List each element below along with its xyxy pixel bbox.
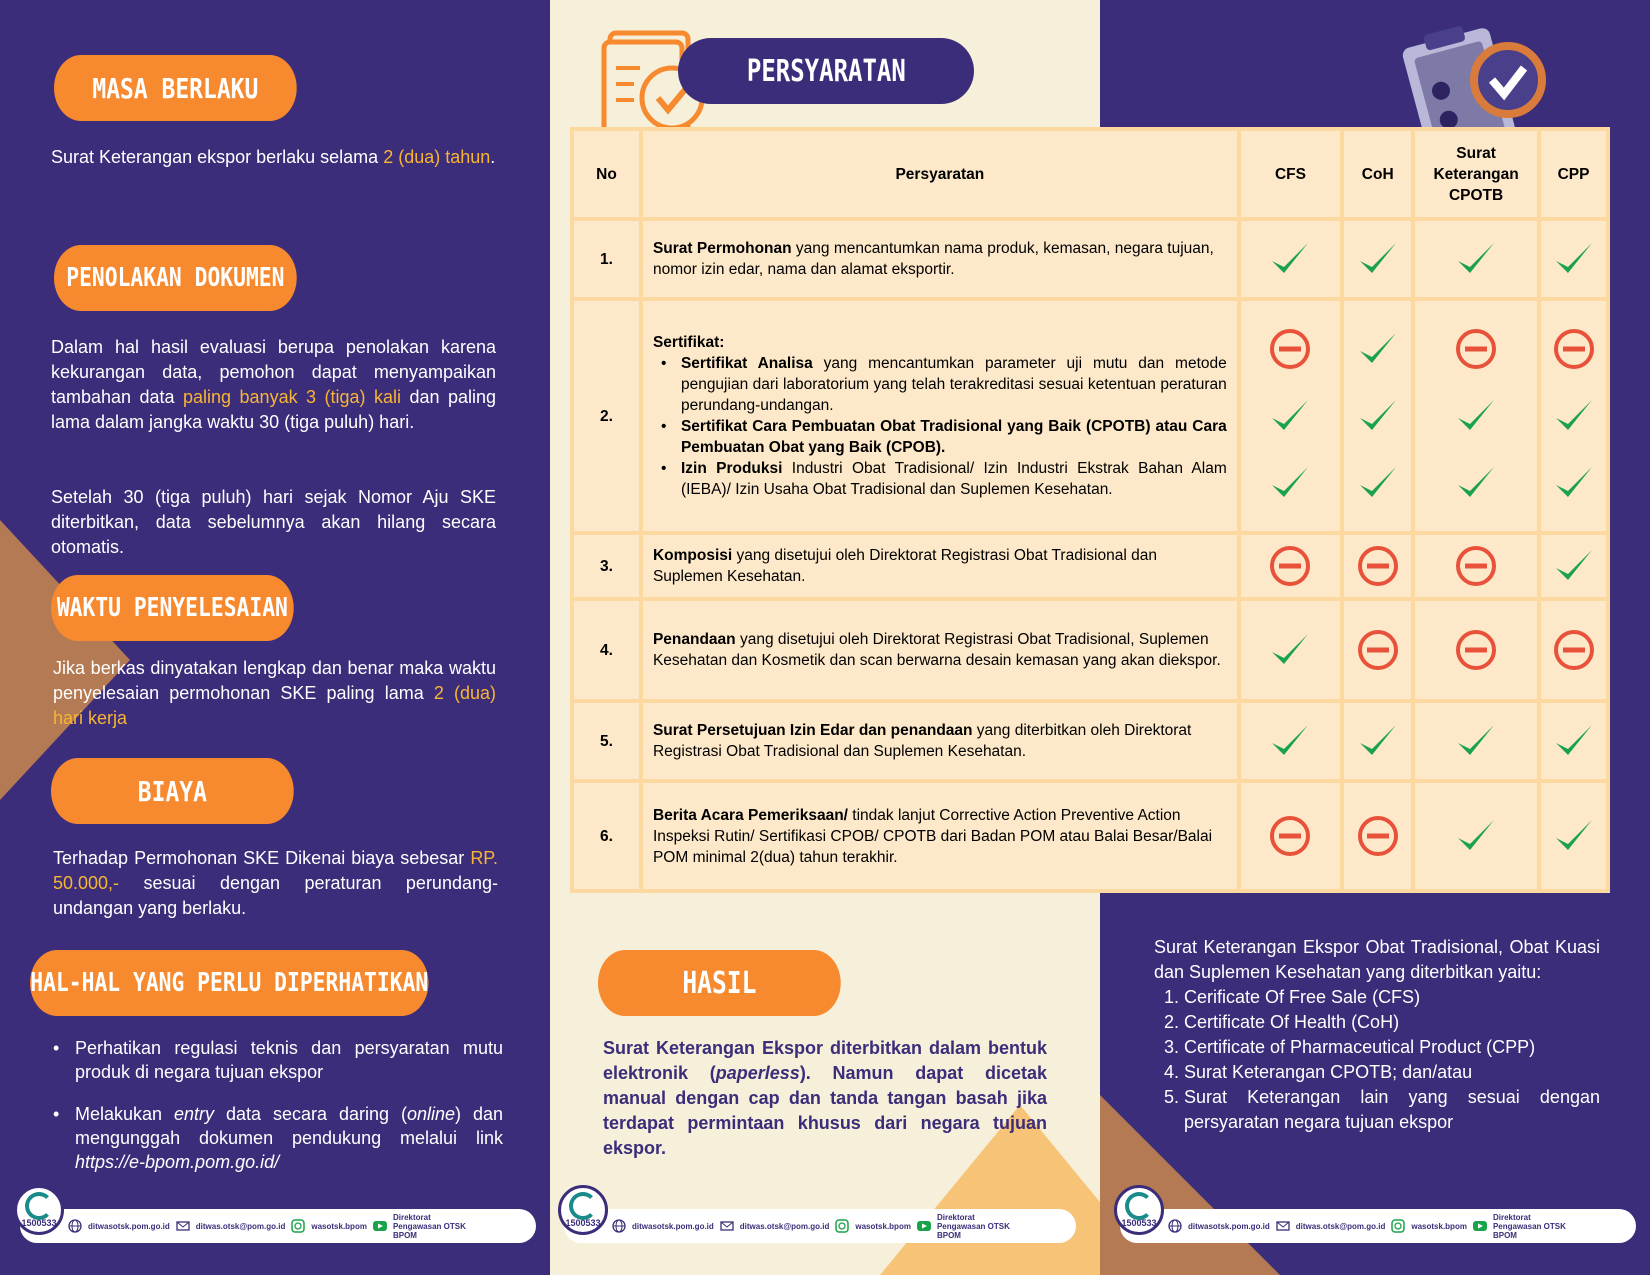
- clipboard-check-icon: [1390, 18, 1550, 138]
- check-icon: [1454, 237, 1498, 281]
- hasil-text: Surat Keterangan Ekspor diterbitkan dalam bentuk elektronik (paperless). Namun dapat dicetak manual dengan cap dan tanda tangan basah jika terdapat permintaan khusus dari negara tujuan ekspor.: [603, 1038, 1047, 1158]
- no-entry-icon: [1552, 327, 1596, 371]
- table-row: [574, 301, 1606, 531]
- email-link[interactable]: ditwas.otsk@pom.go.id: [1295, 1221, 1386, 1231]
- no-entry-icon: [1454, 628, 1498, 672]
- table-row: [574, 221, 1606, 297]
- email-link[interactable]: ditwas.otsk@pom.go.id: [739, 1221, 830, 1231]
- check-icon: [1552, 394, 1596, 438]
- check-icon: [1268, 628, 1312, 672]
- globe-icon: [68, 1219, 82, 1233]
- instagram-icon: [835, 1219, 849, 1233]
- waktu-text: Jika berkas dinyatakan lengkap dan benar maka waktu penyelesaian permohonan SKE paling lama 2 (dua) hari kerja: [53, 658, 496, 728]
- youtube-link[interactable]: Direktorat Pengawasan OTSK BPOM: [936, 1212, 1010, 1240]
- requirements-table: [570, 127, 1610, 893]
- hal-item-1: • Perhatikan regulasi teknis dan persyaratan mutu produk di negara tujuan ekspor: [51, 1036, 503, 1084]
- halo-bpom-logo: 1500533: [558, 1185, 608, 1235]
- hal-list: [51, 1036, 503, 1192]
- contact-bar: [20, 1209, 536, 1243]
- check-icon: [1552, 461, 1596, 505]
- row-number: 4.: [574, 601, 639, 699]
- mail-icon: [720, 1219, 734, 1233]
- left-panel: [0, 0, 550, 1275]
- hasil-heading: HASIL: [598, 950, 841, 1016]
- row-description: Surat Permohonan yang mencantumkan nama produk, kemasan, negara tujuan, nomor izin edar, nama dan alamat eksportir.: [643, 221, 1237, 297]
- no-entry-icon: [1268, 814, 1312, 858]
- email-link[interactable]: ditwas.otsk@pom.go.id: [195, 1221, 286, 1231]
- check-icon: [1268, 461, 1312, 505]
- mark-cell: [1344, 221, 1411, 297]
- mark-cell: [1415, 783, 1537, 889]
- output-intro: Surat Keterangan Ekspor Obat Tradisional, Obat Kuasi dan Suplemen Kesehatan yang diterbitkan yaitu:: [1154, 937, 1600, 982]
- check-icon: [1454, 394, 1498, 438]
- youtube-link[interactable]: Direktorat Pengawasan OTSK BPOM: [1492, 1212, 1566, 1240]
- check-icon: [1356, 237, 1400, 281]
- header-no: No: [574, 131, 639, 217]
- row-description: Berita Acara Pemeriksaan/ tindak lanjut Corrective Action Preventive Action Inspeksi Rutin/ Sertifikasi CPOB/ CPOTB dari Badan POM atau Balai Besar/Balai POM minimal 2(dua) tahun terakhir.: [643, 783, 1237, 889]
- sub-item: • Sertifikat Analisa yang mencantumkan parameter uji mutu dan metode pengujian dari laboratorium yang telah terakreditasi sesuai ketentuan peraturan perundang-undangan.: [653, 353, 1227, 416]
- youtube-link[interactable]: Direktorat Pengawasan OTSK BPOM: [392, 1212, 466, 1240]
- mark-cell: [1241, 535, 1340, 597]
- check-icon: [1356, 461, 1400, 505]
- mark-cell: [1241, 783, 1340, 889]
- website-link[interactable]: ditwasotsk.pom.go.id: [1188, 1221, 1270, 1231]
- hal-item-2: • Melakukan entry data secara daring (online) dan mengunggah dokumen pendukung melalui link https://e-bpom.pom.go.id/: [51, 1102, 503, 1174]
- mark-cell: [1344, 783, 1411, 889]
- row-number: 6.: [574, 783, 639, 889]
- output-item: 3. Certificate of Pharmaceutical Product (CPP): [1184, 1035, 1600, 1060]
- no-entry-icon: [1356, 814, 1400, 858]
- check-icon: [1552, 814, 1596, 858]
- mark-cell: [1415, 703, 1537, 779]
- check-icon: [1356, 719, 1400, 763]
- output-documents: [1154, 935, 1600, 1135]
- biaya-text: Terhadap Permohonan SKE Dikenai biaya sebesar RP. 50.000,- sesuai dengan peraturan perundang-undangan yang berlaku.: [53, 848, 498, 918]
- header-coh: CoH: [1344, 131, 1411, 217]
- mark-cell: [1241, 221, 1340, 297]
- mark-cell: [1241, 601, 1340, 699]
- check-icon: [1552, 544, 1596, 588]
- contact-bar: [1120, 1209, 1636, 1243]
- website-link[interactable]: ditwasotsk.pom.go.id: [88, 1221, 170, 1231]
- row-description: Surat Persetujuan Izin Edar dan penandaan yang diterbitkan oleh Direktorat Registrasi Obat Tradisional dan Suplemen Kesehatan.: [643, 703, 1237, 779]
- check-icon: [1356, 327, 1400, 371]
- penolakan-text-1: Dalam hal hasil evaluasi berupa penolakan karena kekurangan data, pemohon dapat menyampaikan tambahan data paling banyak 3 (tiga) kali dan paling lama dalam jangka waktu 30 (tiga puluh) hari.: [51, 337, 496, 432]
- sub-item: • Izin Produksi Industri Obat Tradisional/ Izin Industri Ekstrak Bahan Alam (IEBA)/ Izin Usaha Obat Tradisional dan Suplemen Kesehatan.: [653, 458, 1227, 500]
- header-cpp: CPP: [1541, 131, 1606, 217]
- youtube-icon: [917, 1219, 931, 1233]
- table-row: [574, 601, 1606, 699]
- row-description: Komposisi yang disetujui oleh Direktorat Registrasi Obat Tradisional dan Suplemen Kesehatan.: [643, 535, 1237, 597]
- instagram-link[interactable]: wasotsk.bpom: [311, 1221, 367, 1231]
- table-row: [574, 703, 1606, 779]
- row-number: 1.: [574, 221, 639, 297]
- mark-cell: [1241, 703, 1340, 779]
- check-icon: [1552, 719, 1596, 763]
- youtube-icon: [1473, 1219, 1487, 1233]
- no-entry-icon: [1454, 544, 1498, 588]
- check-icon: [1454, 719, 1498, 763]
- mark-cell: [1241, 301, 1340, 531]
- row-number: 2.: [574, 301, 639, 531]
- table-header-row: [574, 131, 1606, 217]
- mark-cell: [1541, 703, 1606, 779]
- mark-cell: [1415, 221, 1537, 297]
- row-description: Penandaan yang disetujui oleh Direktorat Registrasi Obat Tradisional, Suplemen Kesehatan dan Kosmetik dan scan berwarna desain kemasan yang akan diekspor.: [643, 601, 1237, 699]
- penolakan-text-2: Setelah 30 (tiga puluh) hari sejak Nomor Aju SKE diterbitkan, data sebelumnya akan hilang secara otomatis.: [51, 487, 496, 557]
- check-icon: [1454, 814, 1498, 858]
- biaya-heading: BIAYA: [51, 758, 294, 824]
- no-entry-icon: [1552, 628, 1596, 672]
- table-row: [574, 535, 1606, 597]
- output-item: 4. Surat Keterangan CPOTB; dan/atau: [1184, 1060, 1600, 1085]
- youtube-icon: [373, 1219, 387, 1233]
- mark-cell: [1344, 301, 1411, 531]
- halo-bpom-logo: 1500533: [1114, 1185, 1164, 1235]
- mail-icon: [1276, 1219, 1290, 1233]
- header-cpotb: Surat Keterangan CPOTB: [1415, 131, 1537, 217]
- check-icon: [1268, 719, 1312, 763]
- mark-cell: [1541, 301, 1606, 531]
- mark-cell: [1541, 601, 1606, 699]
- globe-icon: [612, 1219, 626, 1233]
- mark-cell: [1344, 601, 1411, 699]
- penolakan-heading: PENOLAKAN DOKUMEN: [54, 245, 297, 311]
- sub-item: • Sertifikat Cara Pembuatan Obat Tradisional yang Baik (CPOTB) atau Cara Pembuatan Obat yang Baik (CPOB).: [653, 416, 1227, 458]
- header-persyaratan: Persyaratan: [643, 131, 1237, 217]
- halo-bpom-logo: 1500533: [14, 1185, 64, 1235]
- masa-berlaku-text: Surat Keterangan ekspor berlaku selama 2 (dua) tahun.: [51, 147, 496, 167]
- check-icon: [1268, 237, 1312, 281]
- output-item: 1. Cerificate Of Free Sale (CFS): [1184, 985, 1600, 1010]
- instagram-link[interactable]: wasotsk.bpom: [855, 1221, 911, 1231]
- output-item: 2. Certificate Of Health (CoH): [1184, 1010, 1600, 1035]
- output-item: 5. Surat Keterangan lain yang sesuai dengan persyaratan negara tujuan ekspor: [1184, 1085, 1600, 1135]
- check-icon: [1552, 237, 1596, 281]
- row-number: 5.: [574, 703, 639, 779]
- masa-berlaku-heading: MASA BERLAKU: [54, 55, 297, 121]
- no-entry-icon: [1356, 544, 1400, 588]
- check-icon: [1454, 461, 1498, 505]
- row-number: 3.: [574, 535, 639, 597]
- mark-cell: [1541, 535, 1606, 597]
- mark-cell: [1415, 601, 1537, 699]
- instagram-icon: [291, 1219, 305, 1233]
- mark-cell: [1541, 221, 1606, 297]
- mail-icon: [176, 1219, 190, 1233]
- mark-cell: [1344, 703, 1411, 779]
- hal-heading: HAL-HAL YANG PERLU DIPERHATIKAN: [30, 950, 429, 1016]
- instagram-icon: [1391, 1219, 1405, 1233]
- no-entry-icon: [1454, 327, 1498, 371]
- check-icon: [1268, 394, 1312, 438]
- instagram-link[interactable]: wasotsk.bpom: [1411, 1221, 1467, 1231]
- check-icon: [1356, 394, 1400, 438]
- globe-icon: [1168, 1219, 1182, 1233]
- contact-bar: [564, 1209, 1076, 1243]
- no-entry-icon: [1268, 327, 1312, 371]
- website-link[interactable]: ditwasotsk.pom.go.id: [632, 1221, 714, 1231]
- mark-cell: [1415, 301, 1537, 531]
- mark-cell: [1344, 535, 1411, 597]
- output-list: [1154, 985, 1600, 1135]
- persyaratan-heading: PERSYARATAN: [678, 38, 974, 104]
- no-entry-icon: [1268, 544, 1312, 588]
- mark-cell: [1541, 783, 1606, 889]
- header-cfs: CFS: [1241, 131, 1340, 217]
- no-entry-icon: [1356, 628, 1400, 672]
- mark-cell: [1415, 535, 1537, 597]
- table-row: [574, 783, 1606, 889]
- row-description: Sertifikat: • Sertifikat Analisa yang mencantumkan parameter uji mutu dan metode pengujian dari laboratorium yang telah terakreditasi sesuai ketentuan peraturan perundang-undangan. • Sertifikat Cara Pembuatan Obat Tradisional yang Baik (CPOTB) atau Cara Pembuatan Obat yang Baik (CPOB). • Izin Produksi Industri Obat Tradisional/ Izin Industri Ekstrak Bahan Alam (IEBA)/ Izin Usaha Obat Tradisional dan Suplemen Kesehatan.: [643, 301, 1237, 531]
- waktu-heading: WAKTU PENYELESAIAN: [51, 575, 294, 641]
